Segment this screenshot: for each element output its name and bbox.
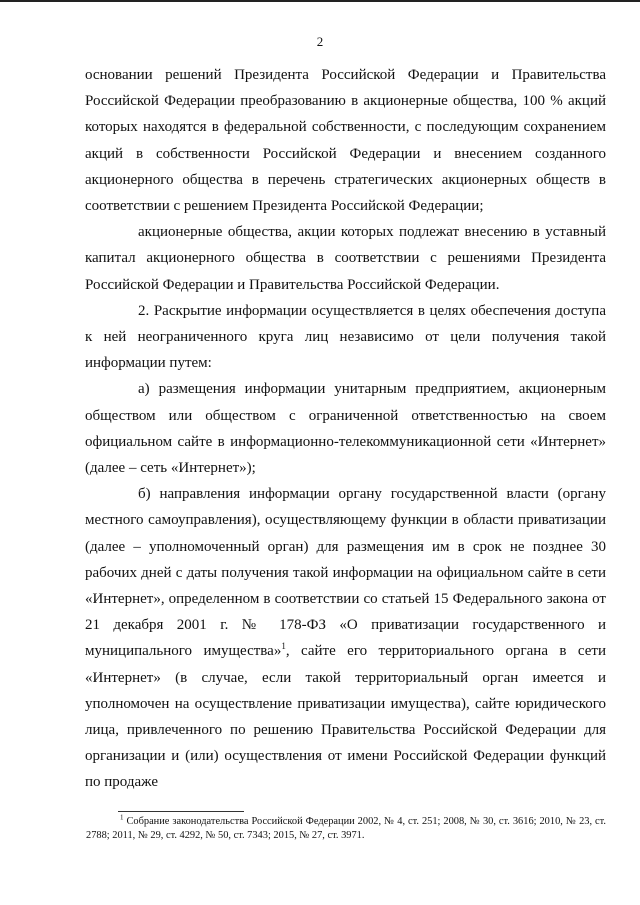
paragraph-item-b bbox=[85, 481, 606, 795]
page-number: 2 bbox=[316, 34, 324, 49]
paragraph-item-a: а) размещения информации унитарным предприятием, акционерным обществом или обществом с ограниченной ответственностью на своем официальном сайте в информационно-телекоммуникационной сети «Интернет» (далее – сеть «Интернет»); bbox=[85, 381, 606, 477]
paragraph-disclosure-purpose: 2. Раскрытие информации осуществляется в целях обеспечения доступа к ней неограниченного круга лиц независимо от цели получения такой информации путем: bbox=[85, 302, 606, 372]
footnote-reference: 1 bbox=[281, 641, 286, 652]
document-body bbox=[85, 62, 606, 796]
footnote-text: Собрание законодательства Российской Федерации 2002, № 4, ст. 251; 2008, № 30, ст. 3616; 2010, № 23, ст. 2788; 2011, № 29, ст. 4292, № 50, ст. 7343; 2015, № 27, ст. 3971. bbox=[86, 816, 606, 841]
footnote bbox=[86, 815, 606, 843]
paragraph-continuation: основании решений Президента Российской Федерации и Правительства Российской Федерации преобразованию в акционерные общества, 100 % акций которых находятся в федеральной собственности, с последующим сохранением акций в собственности Российской Федерации и внесением созданного акционерного общества в перечень стратегических акционерных обществ в соответствии с решением Президента Российской Федерации; bbox=[85, 67, 606, 215]
footnote-mark: 1 bbox=[120, 813, 124, 822]
top-edge-rule bbox=[0, 0, 640, 2]
paragraph-item-b-text-end: , сайте его территориального органа в сети «Интернет» (в случае, если такой территориальный орган имеется и уполномочен на осуществление приватизации имущества), сайте юридического лица, привлеченного по решению Правительства Российской Федерации для организации и (или) осуществления от имени Российской Федерации функций по продаже bbox=[85, 643, 606, 791]
paragraph-joint-stock-companies: акционерные общества, акции которых подлежат внесению в уставный капитал акционерного общества в соответствии с решениями Президента Российской Федерации и Правительства Российской Федерации. bbox=[85, 224, 606, 293]
footnote-separator bbox=[118, 811, 244, 812]
paragraph-item-b-text-start: б) направления информации органу государственной власти (органу местного самоуправления), осуществляющему функции в области приватизации (далее – уполномоченный орган) для размещения им в срок не позднее 30 рабочих дней с даты получения такой информации на официальном сайте в сети «Интернет», определенном в соответствии со статьей 15 Федерального закона от 21 декабря 2001 г. № 178-ФЗ «О приватизации государственного и муниципального имущества» bbox=[85, 486, 606, 660]
